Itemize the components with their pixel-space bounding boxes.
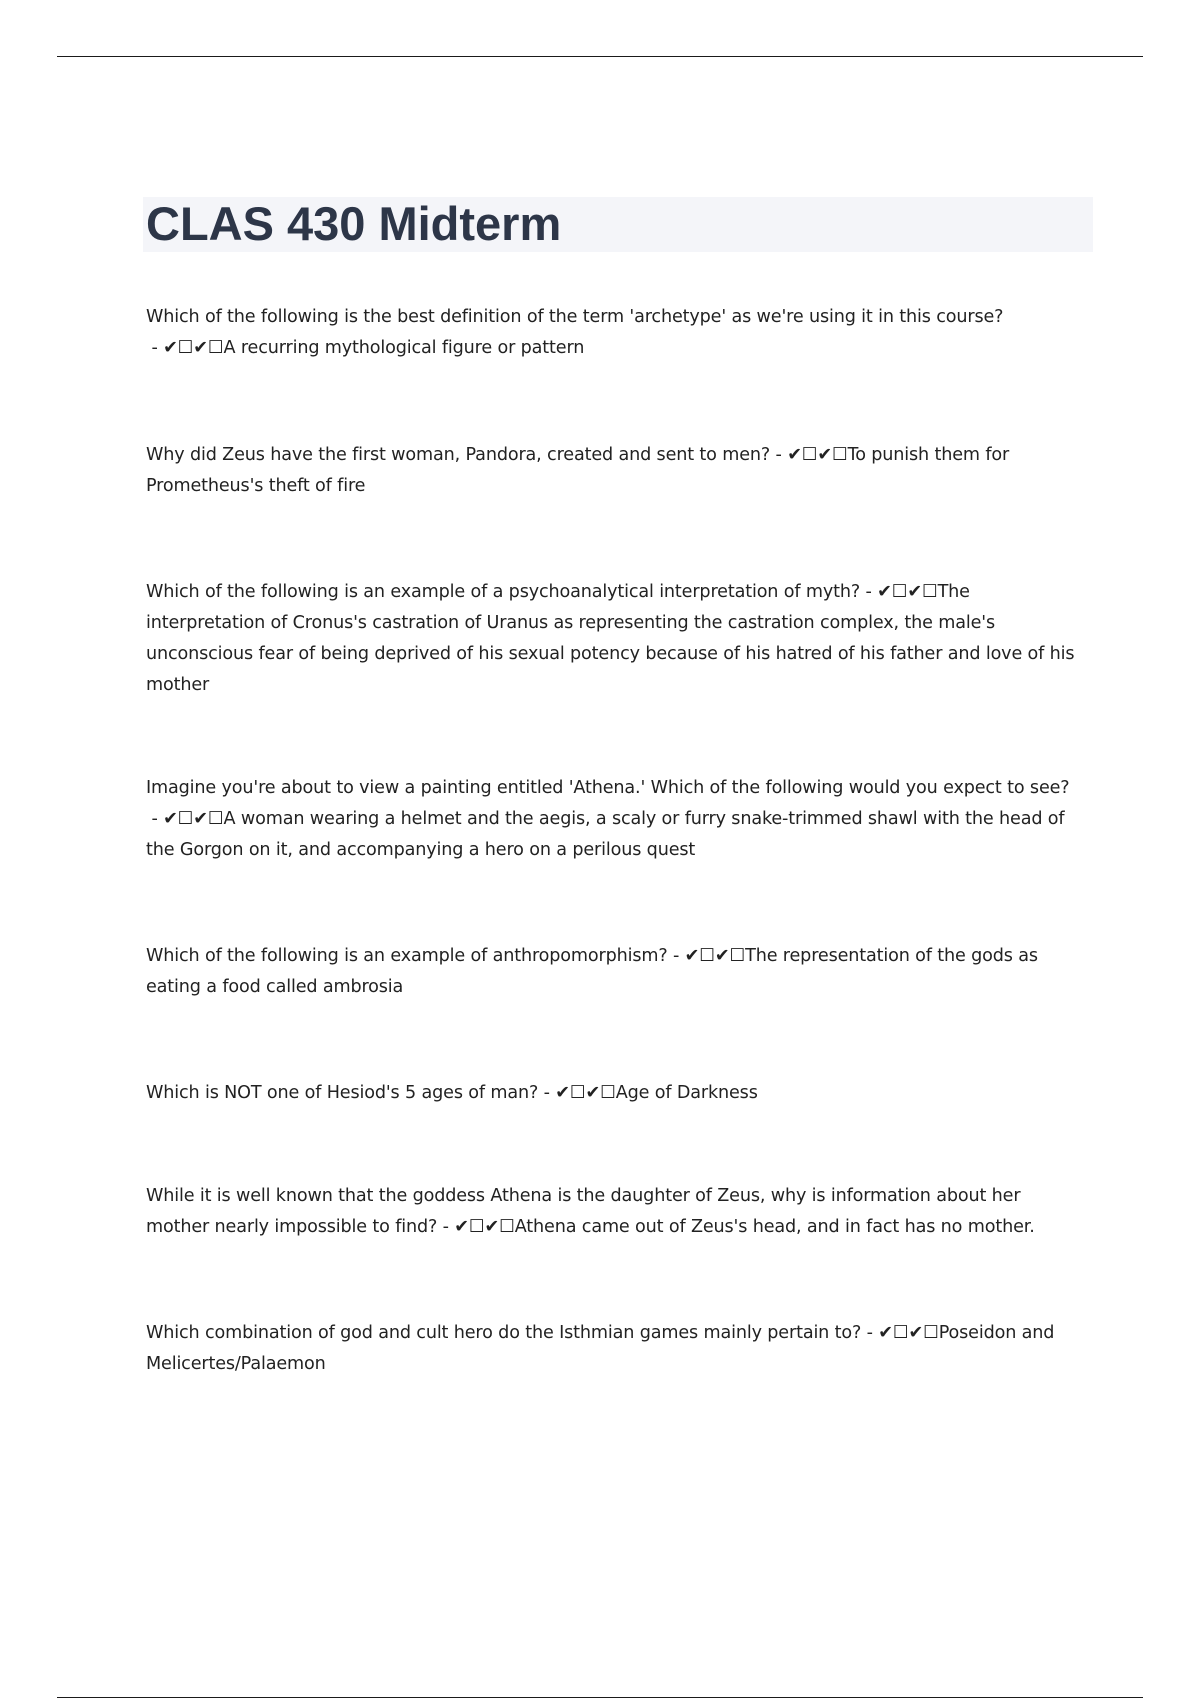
answer-marker: ✔☐✔☐ [555, 1083, 616, 1103]
answer-marker: ✔☐✔☐ [454, 1217, 515, 1237]
top-rule [57, 56, 1143, 57]
qa-item [146, 577, 1086, 701]
question-text: Which of the following is an example of a psychoanalytical interpretation of myth? [146, 582, 861, 602]
question-text: Which of the following is the best definition of the term 'archetype' as we're using it in this course? [146, 307, 1004, 327]
answer-text: To punish them for Prometheus's theft of fire [146, 445, 1010, 496]
answer-text: Age of Darkness [615, 1083, 758, 1103]
qa-separator: - [437, 1217, 455, 1237]
answer-text: Poseidon and Melicertes/Palaemon [146, 1323, 1055, 1374]
answer-text: A recurring mythological figure or pattern [223, 338, 585, 358]
qa-item [146, 302, 1086, 364]
answer-marker: ✔☐✔☐ [684, 946, 746, 966]
answer-text: The representation of the gods as eating a food called ambrosia [146, 946, 1038, 997]
qa-item [146, 1181, 1086, 1243]
question-text: Which is NOT one of Hesiod's 5 ages of man? [146, 1083, 539, 1103]
qa-separator: - [860, 582, 878, 602]
qa-item [146, 1318, 1086, 1380]
qa-item [146, 1078, 1086, 1109]
bottom-rule [57, 1697, 1143, 1698]
answer-marker: ✔☐✔☐ [787, 445, 848, 465]
question-text: Which combination of god and cult hero do the Isthmian games mainly pertain to? [146, 1323, 862, 1343]
qa-separator: - [538, 1083, 556, 1103]
answer-marker: ✔☐✔☐ [163, 809, 224, 829]
answer-marker: ✔☐✔☐ [877, 582, 938, 602]
question-text: Which of the following is an example of anthropomorphism? [146, 946, 668, 966]
qa-separator: - [667, 946, 685, 966]
answer-marker: ✔☐✔☐ [163, 338, 224, 358]
qa-item [146, 941, 1086, 1003]
qa-item [146, 773, 1086, 866]
answer-marker: ✔☐✔☐ [878, 1323, 939, 1343]
question-text: While it is well known that the goddess Athena is the daughter of Zeus, why is information about her mother nearly impossible to find? [146, 1186, 1021, 1237]
answer-text: A woman wearing a helmet and the aegis, a scaly or furry snake-trimmed shawl with the head of the Gorgon on it, and accompanying a hero on a perilous quest [146, 809, 1065, 860]
question-text: Why did Zeus have the first woman, Pandora, created and sent to men? [146, 445, 771, 465]
qa-separator: - [861, 1323, 879, 1343]
answer-text: The interpretation of Cronus's castration of Uranus as representing the castration complex, the male's unconscious fear of being deprived of his sexual potency because of his hatred of his father and love of his mother [146, 582, 1075, 695]
answer-text: Athena came out of Zeus's head, and in fact has no mother. [514, 1217, 1035, 1237]
qa-separator: - [770, 445, 788, 465]
qa-separator: - [146, 338, 164, 358]
document-title: CLAS 430 Midterm [146, 197, 562, 250]
qa-item [146, 440, 1086, 502]
question-text: Imagine you're about to view a painting entitled 'Athena.' Which of the following would you expect to see? [146, 778, 1070, 798]
qa-separator: - [146, 809, 164, 829]
